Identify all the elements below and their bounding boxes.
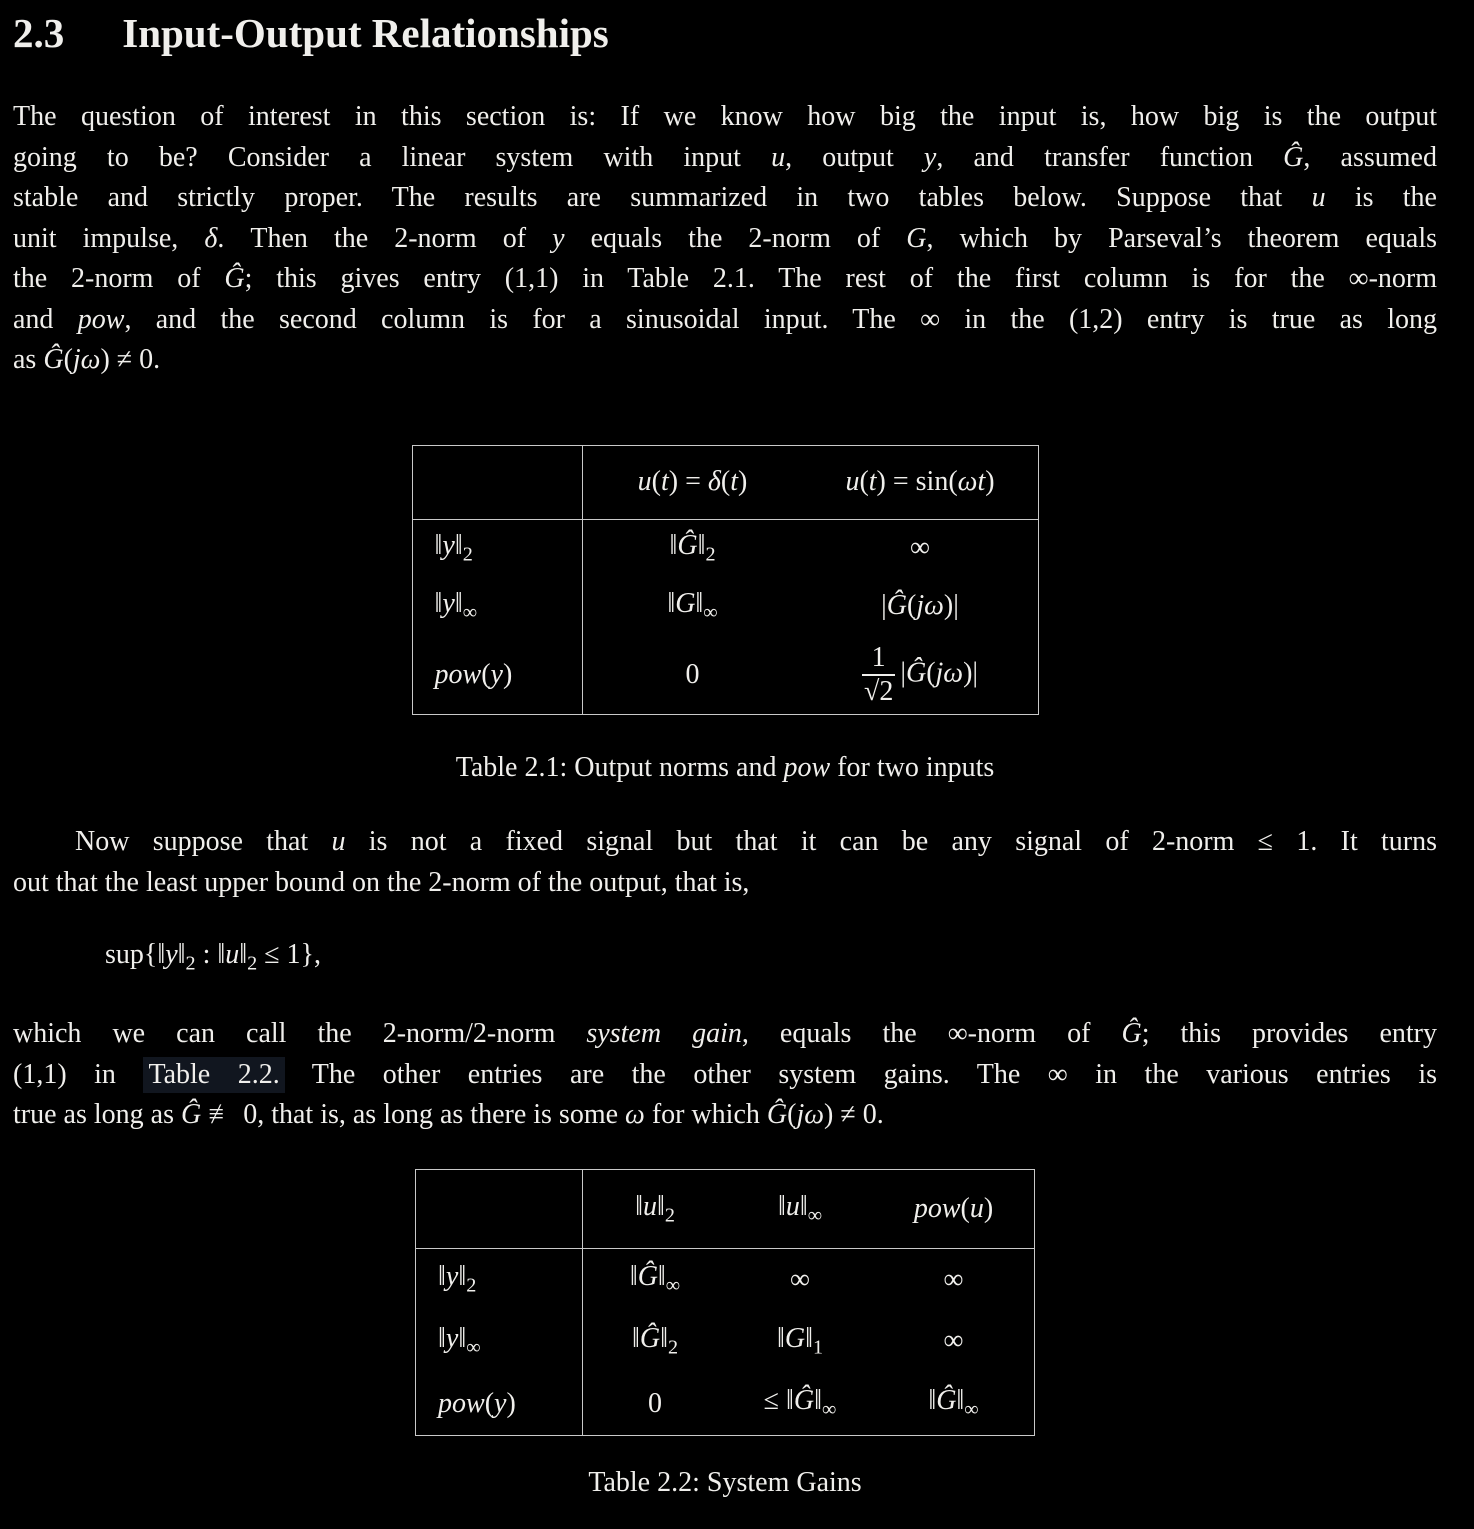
table-row bbox=[412, 636, 1038, 714]
text-segment: ∞ bbox=[943, 1325, 964, 1357]
table-row bbox=[416, 1248, 1035, 1310]
text-segment: Ĝ bbox=[43, 344, 64, 376]
text-segment: sup{‖ bbox=[105, 939, 166, 971]
text-line bbox=[13, 178, 1437, 219]
text-segment: ( bbox=[859, 466, 869, 498]
text-segment: jω bbox=[72, 344, 101, 376]
text-segment: | bbox=[881, 590, 887, 622]
text-segment: ) ≠ 0. bbox=[824, 1099, 884, 1131]
table-2-2 bbox=[13, 1169, 1437, 1436]
text-segment: stable and strictly proper. The results are summarized in two tables below. Suppose that bbox=[13, 182, 1312, 214]
table-header-row bbox=[416, 1169, 1035, 1248]
text-segment: pow bbox=[783, 751, 831, 783]
text-segment: ‖ bbox=[799, 1190, 808, 1222]
paragraph-2 bbox=[13, 822, 1437, 903]
text-line bbox=[13, 138, 1437, 179]
table-cell bbox=[727, 1310, 873, 1372]
text-segment: pow bbox=[438, 1387, 485, 1419]
text-segment: ≤ ‖ bbox=[763, 1385, 794, 1417]
text-segment: ‖ bbox=[956, 1385, 965, 1417]
text-segment: ‖ bbox=[458, 1323, 467, 1355]
text-segment: Ĝ bbox=[1283, 141, 1304, 173]
text-segment: out that the least upper bound on the 2-norm of the output, that is, bbox=[13, 866, 750, 898]
text-segment: 0 bbox=[685, 658, 700, 690]
text-segment: δ bbox=[204, 222, 218, 254]
subscript: 2 bbox=[664, 1204, 675, 1227]
text-line bbox=[13, 1095, 1437, 1136]
table-header-row bbox=[412, 445, 1038, 519]
text-segment: ( bbox=[481, 658, 491, 690]
text-line bbox=[13, 863, 1437, 904]
text-segment: ≢ 0, that is, as long as there is some bbox=[201, 1099, 626, 1131]
text-segment: Ĝ bbox=[224, 263, 245, 295]
text-segment: , which by Parseval’s theorem equals bbox=[926, 222, 1437, 254]
text-segment: , assumed bbox=[1303, 141, 1437, 173]
text-segment: . Then the 2-norm of bbox=[217, 222, 553, 254]
table-cell bbox=[583, 1248, 728, 1310]
text-segment: unit impulse, bbox=[13, 222, 205, 254]
subscript: 1 bbox=[812, 1336, 824, 1359]
text-segment: ‖ bbox=[438, 1323, 446, 1355]
text-segment: y bbox=[445, 1261, 459, 1293]
text-segment: Ĝ bbox=[905, 657, 927, 689]
table-cell bbox=[803, 576, 1039, 636]
column-header bbox=[582, 445, 803, 519]
text-segment: ω bbox=[625, 1099, 645, 1131]
text-segment: , and transfer function bbox=[936, 141, 1284, 173]
text-segment: ‖ bbox=[438, 1261, 446, 1293]
table-cell bbox=[727, 1248, 873, 1310]
display-formula bbox=[13, 935, 1437, 984]
text-segment: ) = bbox=[668, 466, 708, 498]
text-segment: Ĝ bbox=[677, 529, 698, 561]
text-segment: G bbox=[906, 222, 927, 254]
text-segment: y bbox=[490, 658, 503, 690]
text-segment: ‖ bbox=[814, 1385, 822, 1417]
text-segment: true as long as bbox=[13, 1099, 181, 1131]
text-segment: ) bbox=[738, 466, 748, 498]
text-segment: Ĝ bbox=[793, 1385, 815, 1417]
table-cell bbox=[803, 519, 1039, 576]
text-segment: ≤ 1}, bbox=[257, 939, 321, 971]
text-segment: y bbox=[445, 1323, 459, 1355]
row-label bbox=[416, 1248, 583, 1310]
text-segment: ‖ bbox=[177, 939, 186, 971]
subscript: 2 bbox=[185, 952, 196, 975]
text-segment: ‖ bbox=[434, 529, 443, 561]
text-segment: (1,1) in bbox=[13, 1058, 144, 1090]
text-segment: )| bbox=[963, 657, 979, 689]
text-segment: Table 2.1: Output norms and bbox=[455, 751, 784, 783]
text-segment: ‖ bbox=[776, 1323, 785, 1355]
subscript: ∞ bbox=[821, 1398, 837, 1421]
subscript: 2 bbox=[247, 952, 258, 975]
text-segment: ‖ bbox=[805, 1323, 813, 1355]
page-root bbox=[0, 10, 1474, 1499]
text-segment: t bbox=[730, 466, 739, 498]
text-segment: u bbox=[1311, 182, 1326, 214]
table-2-2-caption bbox=[13, 1466, 1437, 1500]
text-segment: pow bbox=[913, 1192, 961, 1224]
table-cell bbox=[583, 1310, 728, 1372]
text-line bbox=[13, 97, 1437, 138]
text-segment: ‖ bbox=[928, 1385, 937, 1417]
text-segment: jω bbox=[916, 590, 944, 622]
table-row bbox=[416, 1310, 1035, 1372]
text-segment: Ĝ bbox=[1121, 1018, 1142, 1050]
text-segment: Ĝ bbox=[936, 1385, 957, 1417]
section-title: Input-Output Relationships bbox=[122, 10, 609, 56]
text-segment: The other entries are the other system gains. The ∞ in the various entries is bbox=[284, 1058, 1437, 1090]
text-segment: ‖ bbox=[631, 1323, 640, 1355]
text-segment: u bbox=[642, 1190, 657, 1222]
text-line bbox=[13, 219, 1437, 260]
text-segment: ‖ bbox=[656, 1190, 665, 1222]
text-segment: Now suppose that bbox=[75, 826, 332, 858]
subscript: 2 bbox=[667, 1336, 679, 1359]
text-segment: ‖ bbox=[454, 529, 463, 561]
subscript: ∞ bbox=[665, 1274, 681, 1297]
text-segment: ( bbox=[484, 1387, 495, 1419]
system-gains-table bbox=[415, 1169, 1035, 1436]
text-segment: equals the 2-norm of bbox=[564, 222, 907, 254]
table-2-1-caption bbox=[13, 751, 1437, 785]
fraction: $\frac{1}{√2}$ bbox=[863, 641, 894, 707]
text-segment: ) bbox=[502, 658, 513, 690]
text-segment: ( bbox=[63, 344, 73, 376]
text-segment: u bbox=[771, 141, 786, 173]
text-segment: going to be? Consider a linear system with input bbox=[13, 141, 772, 173]
text-segment: u bbox=[969, 1192, 984, 1224]
text-segment: y bbox=[442, 529, 455, 561]
text-segment: y bbox=[442, 587, 455, 619]
text-segment: ‖ bbox=[777, 1190, 786, 1222]
text-segment: ‖ bbox=[458, 1261, 467, 1293]
paragraph-1 bbox=[13, 97, 1437, 381]
text-segment: pow bbox=[434, 658, 482, 690]
text-segment: , equals the ∞-norm of bbox=[741, 1018, 1122, 1050]
table-row bbox=[416, 1372, 1035, 1435]
text-segment: : ‖ bbox=[195, 939, 226, 971]
text-segment: ) bbox=[983, 1192, 994, 1224]
text-segment: u bbox=[845, 466, 860, 498]
text-segment: jω bbox=[796, 1099, 825, 1131]
text-segment: ‖ bbox=[454, 587, 463, 619]
text-segment: u bbox=[785, 1190, 800, 1222]
text-segment: G bbox=[784, 1323, 806, 1355]
text-segment: Ĝ bbox=[886, 590, 907, 622]
text-segment: ‖ bbox=[657, 1261, 666, 1293]
subscript: ∞ bbox=[807, 1204, 823, 1227]
text-segment: ( bbox=[651, 466, 661, 498]
text-segment: δ bbox=[707, 466, 721, 498]
text-segment: which we can call the 2-norm/2-norm bbox=[13, 1018, 587, 1050]
table-row bbox=[412, 576, 1038, 636]
table-cell bbox=[582, 519, 803, 576]
text-segment: y bbox=[494, 1387, 507, 1419]
text-segment: ( bbox=[960, 1192, 970, 1224]
text-segment: ‖ bbox=[629, 1261, 638, 1293]
subscript: 2 bbox=[705, 543, 716, 566]
text-segment: ( bbox=[926, 657, 936, 689]
text-segment: ( bbox=[787, 1099, 797, 1131]
text-segment: ‖ bbox=[635, 1190, 643, 1222]
empty-corner-cell bbox=[416, 1169, 583, 1248]
text-segment: ( bbox=[720, 466, 731, 498]
text-segment: for two inputs bbox=[830, 751, 995, 783]
text-segment: ) bbox=[985, 466, 995, 498]
subscript: ∞ bbox=[466, 1336, 481, 1359]
text-segment: Ĝ bbox=[766, 1099, 788, 1131]
text-segment: ‖ bbox=[695, 587, 704, 619]
subscript: ∞ bbox=[703, 601, 718, 624]
column-header bbox=[873, 1169, 1035, 1248]
text-segment: , output bbox=[785, 141, 924, 173]
table-cell bbox=[583, 1372, 728, 1435]
section-heading bbox=[13, 10, 1437, 57]
text-segment: and bbox=[13, 303, 78, 335]
table-cell bbox=[873, 1372, 1035, 1435]
text-segment: the 2-norm of bbox=[13, 263, 225, 295]
text-segment: Table 2.2: System Gains bbox=[588, 1466, 862, 1498]
empty-corner-cell bbox=[412, 445, 582, 519]
subscript: 2 bbox=[466, 1274, 477, 1297]
text-segment: ‖ bbox=[434, 587, 443, 619]
text-segment: ) = sin( bbox=[876, 466, 958, 498]
text-segment: G bbox=[675, 587, 696, 619]
row-label bbox=[416, 1372, 583, 1435]
text-segment: Ĝ bbox=[637, 1261, 658, 1293]
row-label bbox=[416, 1310, 583, 1372]
column-header bbox=[583, 1169, 728, 1248]
text-segment: system gain bbox=[586, 1018, 742, 1050]
text-segment: Ĝ bbox=[180, 1099, 202, 1131]
text-segment: ∞ bbox=[943, 1263, 964, 1295]
text-segment: ‖ bbox=[669, 529, 678, 561]
text-segment: ∞ bbox=[790, 1263, 810, 1295]
table-2-2-link[interactable]: Table 2.2. bbox=[143, 1057, 284, 1093]
table-cell bbox=[803, 636, 1039, 714]
text-segment: pow bbox=[77, 303, 125, 335]
row-label bbox=[412, 576, 582, 636]
text-segment: for which bbox=[644, 1099, 767, 1131]
text-segment: Ĝ bbox=[639, 1323, 661, 1355]
paragraph-3 bbox=[13, 1014, 1437, 1136]
section-number: 2.3 bbox=[13, 10, 65, 56]
text-segment: t bbox=[660, 466, 669, 498]
text-segment: , and the second column is for a sinusoidal input. The ∞ in the (1,2) entry is true as long bbox=[124, 303, 1437, 335]
text-segment: ‖ bbox=[239, 939, 248, 971]
table-2-1 bbox=[13, 445, 1437, 715]
subscript: ∞ bbox=[462, 601, 478, 624]
subscript: 2 bbox=[462, 543, 473, 566]
text-segment: The question of interest in this section is: If we know how big the input is, how big is the output bbox=[13, 101, 1437, 133]
text-line bbox=[13, 1014, 1437, 1055]
text-line bbox=[13, 259, 1437, 300]
text-segment: ‖ bbox=[697, 529, 706, 561]
text-segment: y bbox=[923, 141, 937, 173]
text-segment: u bbox=[637, 466, 652, 498]
text-line bbox=[13, 822, 1437, 863]
text-segment: ( bbox=[907, 590, 917, 622]
subscript: ∞ bbox=[964, 1398, 979, 1421]
text-segment: ; this provides entry bbox=[1141, 1018, 1438, 1050]
text-segment: is not a fixed signal but that it can be any signal of 2-norm ≤ 1. It turns bbox=[345, 826, 1437, 858]
table-cell bbox=[873, 1248, 1035, 1310]
text-segment: )| bbox=[943, 590, 959, 622]
text-segment: ; this gives entry (1,1) in Table 2.1. The rest of the first column is for the ∞-norm bbox=[244, 263, 1437, 295]
text-segment: is the bbox=[1325, 182, 1437, 214]
table-cell bbox=[582, 636, 803, 714]
column-header bbox=[727, 1169, 873, 1248]
text-line bbox=[13, 1055, 1437, 1096]
text-segment: ‖ bbox=[667, 587, 676, 619]
text-segment: u bbox=[225, 939, 240, 971]
output-norms-table bbox=[412, 445, 1039, 715]
table-cell bbox=[873, 1310, 1035, 1372]
text-segment: u bbox=[331, 826, 346, 858]
text-segment: 0 bbox=[648, 1387, 662, 1419]
text-segment: ) bbox=[506, 1387, 516, 1419]
column-header bbox=[803, 445, 1039, 519]
row-label bbox=[412, 519, 582, 576]
text-segment: as bbox=[13, 344, 44, 376]
table-row bbox=[412, 519, 1038, 576]
text-segment: ) ≠ 0. bbox=[100, 344, 161, 376]
text-line bbox=[13, 340, 1437, 381]
row-label bbox=[412, 636, 582, 714]
text-segment: t bbox=[868, 466, 877, 498]
text-segment: | bbox=[900, 657, 906, 689]
text-segment: y bbox=[165, 939, 178, 971]
text-segment: y bbox=[552, 222, 565, 254]
text-segment: ‖ bbox=[660, 1323, 668, 1355]
table-cell bbox=[727, 1372, 873, 1435]
text-line bbox=[13, 300, 1437, 341]
text-segment: jω bbox=[935, 657, 964, 689]
text-segment: ∞ bbox=[910, 531, 930, 563]
text-segment: ωt bbox=[957, 466, 986, 498]
table-cell bbox=[582, 576, 803, 636]
